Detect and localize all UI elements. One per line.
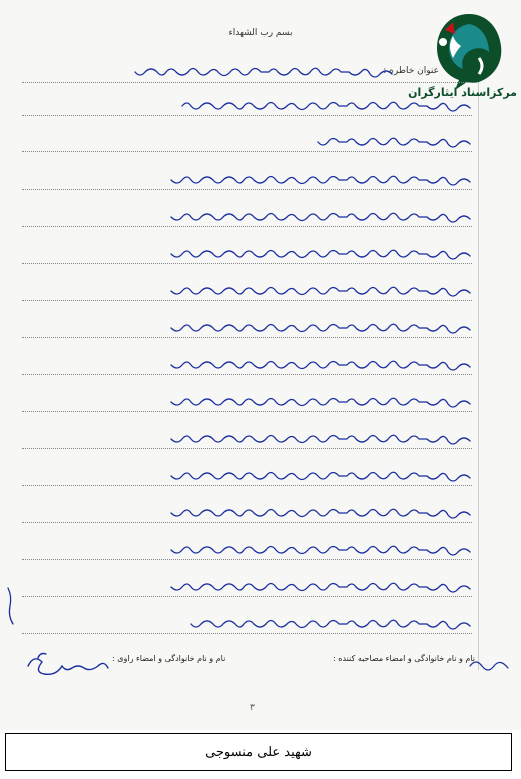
interviewer-signature-icon	[466, 652, 516, 676]
page-number: ۳	[250, 703, 255, 713]
caption-box	[5, 733, 512, 771]
narrator-label: نام و نام خانوادگی و امضاء راوی :	[112, 654, 226, 663]
narrator-signature-icon	[18, 648, 113, 682]
memory-title-label: عنوان خاطره :	[383, 66, 439, 76]
interviewer-label: نام و نام خانوادگی و امضاء مصاحبه کننده :	[333, 654, 475, 663]
caption-text: شهید علی منسوجی	[205, 744, 312, 760]
organization-name: مرکزاسناد ایثارگران	[408, 86, 517, 99]
bismillah-header: بسم رب الشهداء	[228, 28, 293, 38]
